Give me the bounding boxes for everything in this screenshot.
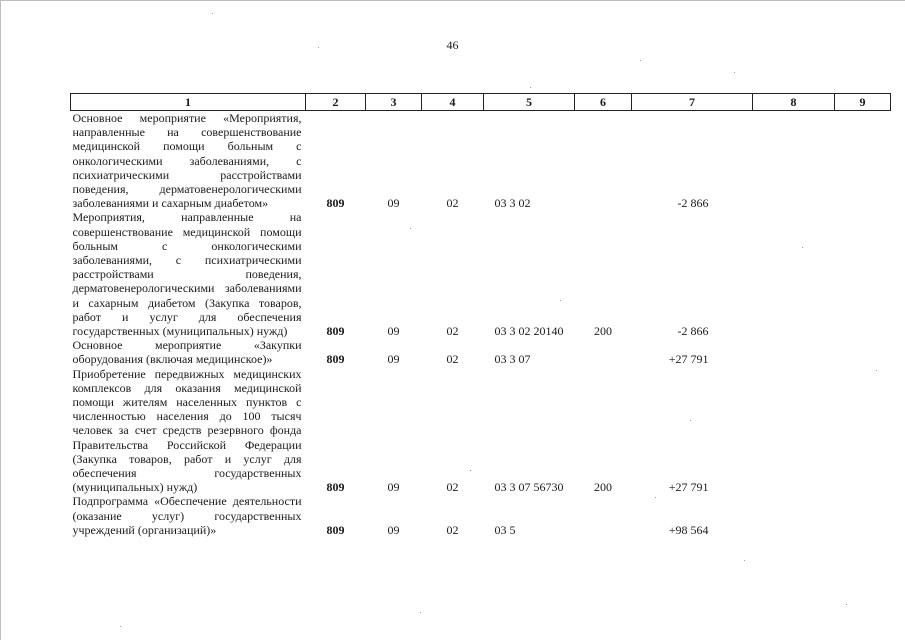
cell-subsection: 02 <box>446 480 459 495</box>
scan-speck <box>655 497 656 498</box>
column-header-8: 8 <box>753 94 835 111</box>
cell-expense-type: 200 <box>594 324 612 339</box>
column-header-7: 7 <box>632 94 753 111</box>
cell-col9 <box>835 494 891 537</box>
table-row <box>71 338 891 366</box>
cell-section: 09 <box>387 352 400 367</box>
column-header-5: 5 <box>484 94 575 111</box>
scan-speck <box>744 560 745 561</box>
scan-speck <box>690 420 691 421</box>
table-row <box>71 367 891 495</box>
cell-target-article: 03 3 02 <box>494 196 531 211</box>
scan-speck <box>420 612 421 613</box>
scan-speck <box>410 228 411 229</box>
scan-speck <box>560 300 561 301</box>
row-description: Приобретение передвижных медицинских комплексов для оказания медицинской помощи жителям населенных пунктов с численностью населения до 100 тысяч человек за счет средств резервного фонда Правительства Российской Федерации (Закупка товаров, работ и услуг для обеспечения государственных (муниципальных) нужд) <box>72 366 302 495</box>
cell-target-article: 03 3 07 56730 <box>494 480 564 495</box>
cell-code-ministry: 809 <box>326 522 345 537</box>
cell-amount: +27 791 <box>668 352 709 367</box>
scan-speck <box>846 604 847 605</box>
cell-expense-type <box>575 111 632 211</box>
cell-col8 <box>753 210 835 338</box>
column-header-2: 2 <box>306 94 366 111</box>
cell-amount: -2 866 <box>677 196 709 211</box>
cell-col9 <box>835 367 891 495</box>
cell-section: 09 <box>387 324 400 339</box>
column-header-1: 1 <box>71 94 306 111</box>
cell-code-ministry: 809 <box>326 324 345 339</box>
column-header-9: 9 <box>835 94 891 111</box>
scan-edge-mark <box>0 0 1 640</box>
budget-table <box>70 93 891 537</box>
scan-speck <box>876 370 877 371</box>
cell-col8 <box>753 367 835 495</box>
scan-speck <box>470 470 471 471</box>
column-header-4: 4 <box>422 94 484 111</box>
row-description: Подпрограмма «Обеспечение деятельности (оказание услуг) государственных учреждений (организаций)» <box>72 494 302 537</box>
cell-section: 09 <box>387 480 400 495</box>
scan-speck <box>530 87 531 88</box>
cell-subsection: 02 <box>446 352 459 367</box>
cell-expense-type: 200 <box>594 480 612 495</box>
cell-col8 <box>753 111 835 211</box>
cell-section: 09 <box>387 196 400 211</box>
scan-speck <box>734 72 735 73</box>
scan-speck <box>318 47 319 48</box>
column-header-6: 6 <box>575 94 632 111</box>
cell-target-article: 03 3 07 <box>494 352 531 367</box>
cell-amount: +27 791 <box>668 480 709 495</box>
cell-expense-type <box>575 494 632 537</box>
cell-code-ministry: 809 <box>326 480 345 495</box>
scan-speck <box>802 247 803 248</box>
scan-edge-mark <box>0 0 905 1</box>
cell-section: 09 <box>387 522 400 537</box>
scan-speck <box>120 626 121 627</box>
table-row <box>71 210 891 338</box>
table-row <box>71 494 891 537</box>
cell-amount: +98 564 <box>668 522 709 537</box>
table-header-row <box>71 94 891 111</box>
scan-speck <box>212 13 213 14</box>
row-description: Мероприятия, направленные на совершенствование медицинской помощи больным с онкологическими заболеваниями, с психиатрическими расстройствами поведения, дерматовенерологическими заболеваниями и сахарным диабетом (Закупка товаров, работ и услуг для обеспечения государственных (муниципальных) нужд) <box>72 210 302 339</box>
row-description: Основное мероприятие «Закупки оборудования (включая медицинское)» <box>72 338 302 367</box>
cell-target-article: 03 5 <box>494 522 516 537</box>
column-header-3: 3 <box>366 94 422 111</box>
cell-target-article: 03 3 02 20140 <box>494 324 564 339</box>
cell-expense-type <box>575 338 632 366</box>
cell-col9 <box>835 210 891 338</box>
row-description: Основное мероприятие «Мероприятия, направленные на совершенствование медицинской помощи больным с онкологическими заболеваниями, с психиатрическими расстройствами поведения, дерматовенерологическими заболеваниями и сахарным диабетом» <box>72 111 302 211</box>
cell-col9 <box>835 338 891 366</box>
cell-col8 <box>753 494 835 537</box>
cell-col8 <box>753 338 835 366</box>
scan-speck <box>640 60 641 61</box>
cell-subsection: 02 <box>446 324 459 339</box>
table-row <box>71 111 891 211</box>
cell-code-ministry: 809 <box>326 196 345 211</box>
page-number: 46 <box>446 38 459 52</box>
cell-col9 <box>835 111 891 211</box>
cell-subsection: 02 <box>446 522 459 537</box>
cell-code-ministry: 809 <box>326 352 345 367</box>
cell-amount: -2 866 <box>677 324 709 339</box>
cell-subsection: 02 <box>446 196 459 211</box>
